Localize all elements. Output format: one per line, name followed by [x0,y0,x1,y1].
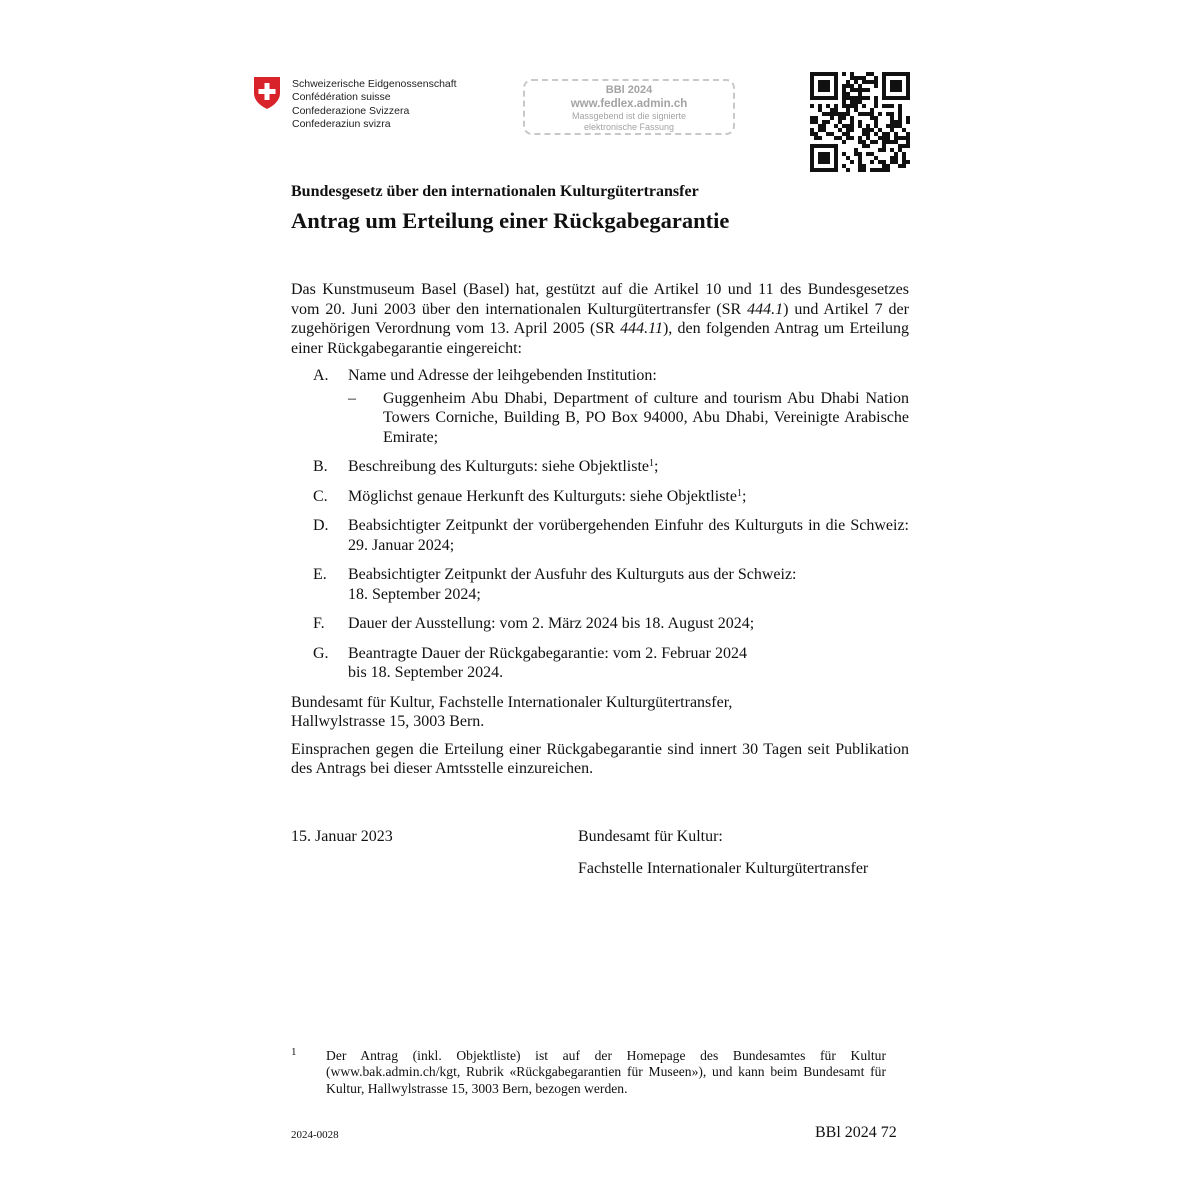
confederation-name-fr: Confédération suisse [292,91,391,104]
stamp-line-2: www.fedlex.admin.ch [570,98,688,110]
stamp-line-1: BBl 2024 [605,84,653,96]
office-address [291,693,909,732]
list-label: G. [313,644,329,662]
list-item-text: Beschreibung des Kulturguts: siehe Objektliste [348,458,649,475]
signature-department: Fachstelle Internationaler Kulturgütertransfer [578,860,869,877]
confederation-name-rm: Confederaziun svizra [292,117,391,130]
footnote-mark: 1 [291,1046,297,1058]
swiss-coat-of-arms-icon [253,76,281,110]
document-number: 2024-0028 [291,1129,339,1141]
signature-authority: Bundesamt für Kultur: [578,828,723,845]
page-title: Antrag um Erteilung einer Rückgabegarantie [291,208,730,233]
list-label: B. [313,458,328,475]
list-item-b [291,457,909,477]
intro-text-3: ), den folgenden Antrag um Erteilung einer Rückgabegarantie eingereicht: [291,320,910,357]
list-item-c [291,487,909,507]
list-item-text: Beabsichtigter Zeitpunkt der vorübergehenden Einfuhr des Kulturguts in die Schweiz: 29. Januar 2024; [348,517,909,554]
list-label: D. [313,517,329,534]
qr-code-icon[interactable] [810,72,910,172]
confederation-name-de: Schweizerische Eidgenossenschaft [292,78,457,90]
sub-list-item [348,389,909,448]
intro-text-2: ) und Artikel 7 der zugehörigen Verordnung vom 13. April 2005 (SR [291,300,909,337]
list-item-g [291,644,909,683]
list-item-text-line-2: 18. September 2024; [348,585,481,603]
objection-paragraph: Einsprachen gegen die Erteilung einer Rückgabegarantie sind innert 30 Tagen seit Publikation des Antrags bei dieser Amtsstelle einzureichen. [291,740,909,777]
footnote-text: Der Antrag (inkl. Objektliste) ist auf der Homepage des Bundesamtes für Kultur (www.bak.admin.ch/kgt, Rubrik «Rückgabegarantien für Museen»), und kann beim Bundesamt für Kultur, Hallwylstrasse 15, 3003 Bern, bezogen werden. [326,1048,886,1096]
list-item-end: ; [654,458,659,475]
confederation-names [292,78,457,131]
footnote-ref[interactable]: 1 [736,487,742,499]
list-item-f [291,614,909,634]
page-reference: BBl 2024 72 [815,1124,897,1141]
list-item-text: Möglichst genaue Herkunft des Kulturguts: siehe Objektliste [348,487,737,505]
list-item-text-line-1: Beantragte Dauer der Rückgabegarantie: vom 2. Februar 2024 [348,644,747,662]
confederation-name-it: Confederazione Svizzera [292,104,410,117]
footnote-ref[interactable]: 1 [649,458,654,469]
dash-bullet: – [348,389,356,407]
list-label: E. [313,566,327,583]
list-item-end: ; [741,487,747,505]
intro-paragraph [291,280,909,358]
intro-ref-2: 444.11 [620,320,663,337]
law-title: Bundesgesetz über den internationalen Kulturgütertransfer [291,183,699,200]
intro-ref-1: 444.1 [747,300,784,318]
list-item-text-line-2: bis 18. September 2024. [348,664,504,681]
document-date: 15. Januar 2023 [291,828,393,845]
list-item-d [291,516,909,555]
list-label: C. [313,487,328,505]
official-publication-stamp [523,79,735,135]
sub-list-item-text: Guggenheim Abu Dhabi, Department of culture and tourism Abu Dhabi Nation Towers Corniche, Building B, PO Box 94000, Abu Dhabi, Vereinigte Arabische Emirate; [383,389,909,446]
stamp-line-4: elektronische Fassung [583,122,675,132]
list-item-text: Dauer der Ausstellung: vom 2. März 2024 bis 18. August 2024; [348,615,755,632]
list-item-text: Name und Adresse der leihgebenden Institution: [348,367,657,384]
office-address-line-1: Bundesamt für Kultur, Fachstelle Internationaler Kulturgütertransfer, [291,693,733,711]
document-body [291,280,909,787]
list-label: A. [313,367,329,384]
office-address-line-2: Hallwylstrasse 15, 3003 Bern. [291,713,485,730]
list-item-text-line-1: Beabsichtigter Zeitpunkt der Ausfuhr des Kulturguts aus der Schweiz: [348,566,797,583]
list-item-e [291,565,909,604]
list-label: F. [313,615,325,632]
intro-text-1: Das Kunstmuseum Basel (Basel) hat, gestützt auf die Artikel 10 und 11 des Bundesgesetzes vom 20. Juni 2003 über den internationalen Kulturgütertransfer (SR [291,281,909,318]
stamp-line-3: Massgebend ist die signierte [571,111,687,121]
list-item-a [291,366,909,447]
